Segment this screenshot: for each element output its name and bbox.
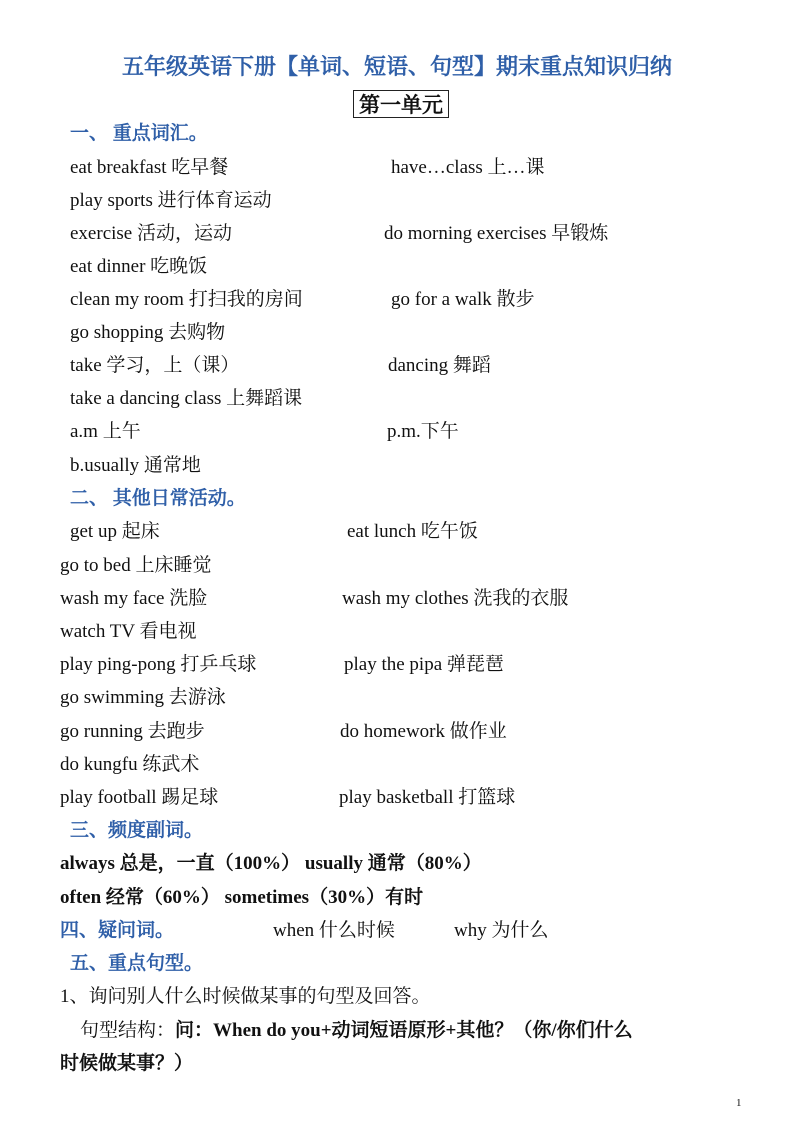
activity-left: go to bed 上床睡觉 bbox=[60, 555, 212, 576]
activity-right: play the pipa 弹琵琶 bbox=[344, 654, 504, 675]
activity-right: eat lunch 吃午饭 bbox=[347, 521, 478, 542]
activity-right: do homework 做作业 bbox=[340, 721, 507, 742]
sentence-structure-line: 时候做某事？） bbox=[60, 1053, 194, 1074]
question-word-why: why 为什么 bbox=[454, 920, 549, 941]
page-title: 五年级英语下册【单词、短语、句型】期末重点知识归纳 bbox=[121, 54, 672, 79]
structure-label: 句型结构： bbox=[80, 1020, 176, 1041]
vocab-left: eat breakfast 吃早餐 bbox=[70, 157, 229, 178]
vocab-left: play sports 进行体育运动 bbox=[70, 190, 272, 211]
activity-right: play basketball 打篮球 bbox=[339, 787, 516, 808]
vocab-left: clean my room 打扫我的房间 bbox=[70, 289, 303, 310]
vocab-left: exercise 活动，运动 bbox=[70, 223, 232, 244]
question-word-when: when 什么时候 bbox=[273, 920, 395, 941]
vocab-right: p.m.下午 bbox=[387, 421, 459, 442]
vocab-left: a.m 上午 bbox=[70, 421, 141, 442]
vocab-right: go for a walk 散步 bbox=[391, 289, 535, 310]
vocab-left: take a dancing class 上舞蹈课 bbox=[70, 388, 303, 409]
unit-heading: 第一单元 bbox=[353, 90, 449, 118]
vocab-left: take 学习，上（课） bbox=[70, 355, 240, 376]
vocab-right: dancing 舞蹈 bbox=[388, 355, 491, 376]
section-heading-adverbs: 三、频度副词。 bbox=[70, 820, 204, 841]
activity-left: wash my face 洗脸 bbox=[60, 588, 208, 609]
structure-text: 问：When do you+动词短语原形+其他？（你/你们什么 bbox=[175, 1020, 633, 1041]
vocab-left: b.usually 通常地 bbox=[70, 455, 201, 476]
section-heading-activities: 二、 其他日常活动。 bbox=[70, 488, 246, 509]
vocab-right: do morning exercises 早锻炼 bbox=[384, 223, 609, 244]
activity-left: do kungfu 练武术 bbox=[60, 754, 200, 775]
activity-left: play ping-pong 打乒乓球 bbox=[60, 654, 257, 675]
activity-left: go running 去跑步 bbox=[60, 721, 205, 742]
activity-left: go swimming 去游泳 bbox=[60, 687, 226, 708]
sentence-structure-line bbox=[80, 1019, 633, 1043]
activity-right: wash my clothes 洗我的衣服 bbox=[342, 588, 569, 609]
section-heading-vocab: 一、 重点词汇。 bbox=[70, 123, 208, 144]
activity-left: play football 踢足球 bbox=[60, 787, 219, 808]
section-heading-sentences: 五、重点句型。 bbox=[70, 953, 204, 974]
section-heading-question-words: 四、疑问词。 bbox=[60, 920, 175, 941]
adverbs-line: always 总是，一直（100%） usually 通常（80%） bbox=[60, 853, 482, 874]
adverbs-line: often 经常（60%） sometimes（30%）有时 bbox=[60, 887, 424, 908]
activity-left: get up 起床 bbox=[70, 521, 160, 542]
activity-left: watch TV 看电视 bbox=[60, 621, 197, 642]
page-number: 1 bbox=[736, 1097, 742, 1109]
vocab-left: eat dinner 吃晚饭 bbox=[70, 256, 208, 277]
vocab-right: have…class 上…课 bbox=[391, 157, 545, 178]
vocab-left: go shopping 去购物 bbox=[70, 322, 226, 343]
sentence-item: 1、询问别人什么时候做某事的句型及回答。 bbox=[60, 986, 431, 1007]
